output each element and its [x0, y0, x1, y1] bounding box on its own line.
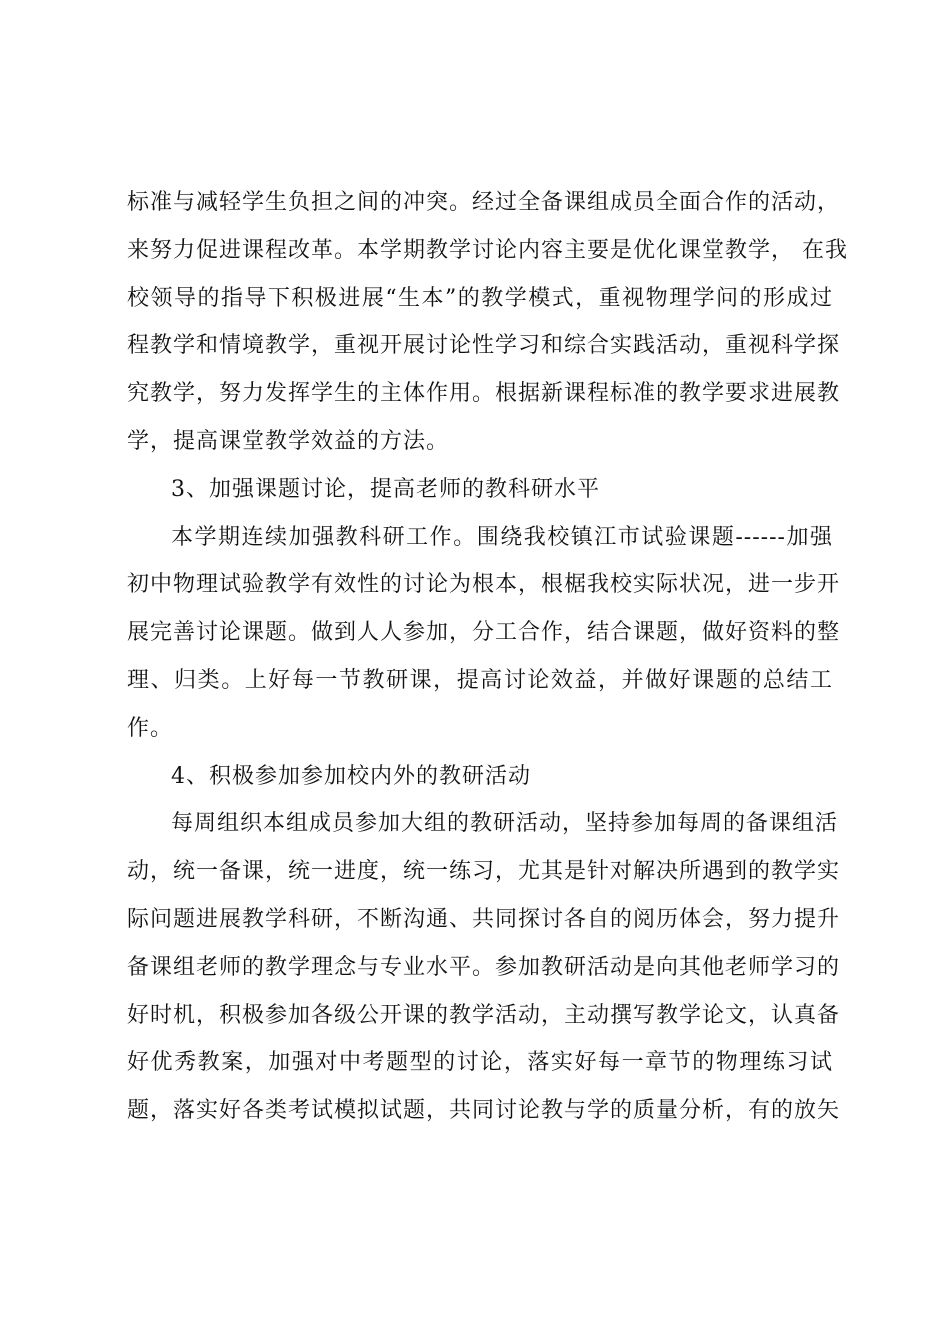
text-line: 题，落实好各类考试模拟试题，共同讨论教与学的质量分析，有的放矢 — [127, 1098, 841, 1124]
text-line: 际问题进展教学科研，不断沟通、共同探讨各自的阅历体会，努力提升 — [127, 906, 841, 932]
text-line: 初中物理试验教学有效性的讨论为根本，根椐我校实际状况，进一步开 — [127, 572, 841, 598]
paragraph-continued — [127, 179, 848, 466]
text-line: 标准与减轻学生负担之间的冲突。经过全备课组成员全面合作的活动， — [127, 190, 841, 215]
text-line: 展完善讨论课题。做到人人参加，分工合作，结合课题，做好资料的整 — [127, 620, 841, 646]
text-line: 每周组织本组成员参加大组的教研活动，坚持参加每周的备课组活 — [171, 811, 839, 837]
paragraph-research — [127, 514, 841, 753]
text-line: 来努力促进课程改革。本学期教学讨论内容主要是优化课堂教学， 在我 — [127, 237, 848, 263]
section-heading-4: 4、积极参加参加校内外的教研活动 — [171, 763, 531, 789]
document-body — [127, 179, 848, 1135]
text-line: 理、归类。上好每一节教研课，提高讨论效益，并做好课题的总结工 — [127, 667, 833, 693]
text-line: 备课组老师的教学理念与专业水平。参加教研活动是向其他老师学习的 — [127, 954, 841, 980]
text-line: 好优秀教案，加强对中考题型的讨论，落实好每一章节的物理练习试 — [127, 1050, 833, 1076]
text-line: 究教学，努力发挥学生的主体作用。根据新课程标准的教学要求进展教 — [127, 381, 841, 407]
paragraph-activities — [127, 800, 841, 1135]
text-line: 程教学和情境教学，重视开展讨论性学习和综合实践活动，重视科学探 — [127, 333, 841, 359]
text-line: 作。 — [127, 715, 174, 741]
text-line: 好时机，积极参加各级公开课的教学活动，主动撰写教学论文，认真备 — [127, 1002, 841, 1028]
text-line: 校领导的指导下积极进展“生本”的教学模式，重视物理学问的形成过 — [127, 285, 833, 311]
text-line: 本学期连续加强教科研工作。围绕我校镇江市试验课题------加强 — [171, 524, 833, 550]
text-line: 学，提高课堂教学效益的方法。 — [127, 428, 450, 454]
section-heading-3: 3、加强课题讨论，提高老师的教科研水平 — [171, 476, 600, 502]
text-line: 动，统一备课，统一进度，统一练习，尤其是针对解决所遇到的教学实 — [127, 859, 841, 885]
